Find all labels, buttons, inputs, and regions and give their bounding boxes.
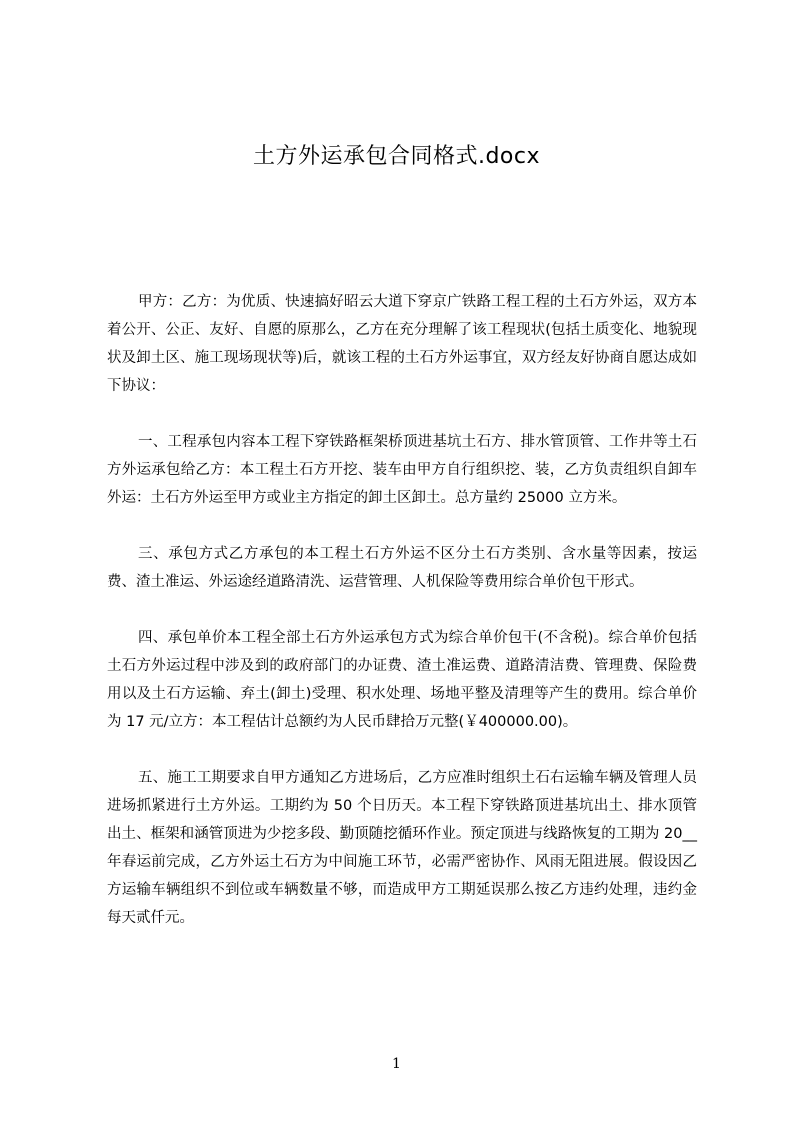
document-title: 土方外运承包合同格式.docx [252, 144, 541, 169]
paragraph-contract-method: 三、承包方式乙方承包的本工程土石方外运不区分土石方类别、含水量等因素，按运费、渣土准运、外运途经道路清洗、运营管理、人机保险等费用综合单价包干形式。 [107, 546, 697, 590]
page-number: 1 [392, 1056, 401, 1072]
paragraph-unit-price: 四、承包单价本工程全部土石方外运承包方式为综合单价包干(不含税)。综合单价包括土石方外运过程中涉及到的政府部门的办证费、渣土准运费、道路清洁费、管理费、保险费用以及土石方运输、弃土(卸土)受理、积水处理、场地平整及清理等产生的费用。综合单价为 17 元/立方：本工程估计总额约为人民币肆拾万元整(￥400000.00)。 [107, 630, 697, 730]
paragraph-scope: 一、工程承包内容本工程下穿铁路框架桥顶进基坑土石方、排水管顶管、工作井等土石方外运承包给乙方：本工程土石方开挖、装车由甲方自行组织挖、装，乙方负责组织自卸车外运：土石方外运至甲方或业主方指定的卸土区卸土。总方量约 25000 立方米。 [107, 434, 697, 506]
document-body [107, 288, 697, 960]
paragraph-preamble: 甲方：乙方：为优质、快速搞好昭云大道下穿京广铁路工程工程的土石方外运，双方本着公开、公正、友好、自愿的原那么，乙方在充分理解了该工程现状(包括土质变化、地貌现状及卸土区、施工现场现状等)后，就该工程的土石方外运事宜，双方经友好协商自愿达成如下协议： [107, 294, 697, 394]
paragraph-schedule: 五、施工工期要求自甲方通知乙方进场后，乙方应准时组织土石右运输车辆及管理人员进场抓紧进行土方外运。工期约为 50 个日历天。本工程下穿铁路顶进基坑出土、排水顶管出土、框架和涵管顶进为少挖多段、勤顶随挖循环作业。预定顶进与线路恢复的工期为 20__年春运前完成，乙方外运土石方为中间施工环节，必需严密协作、风雨无阻进展。假设因乙方运输车辆组织不到位或车辆数量不够，而造成甲方工期延误那么按乙方违约处理，违约金每天贰仟元。 [107, 770, 697, 926]
